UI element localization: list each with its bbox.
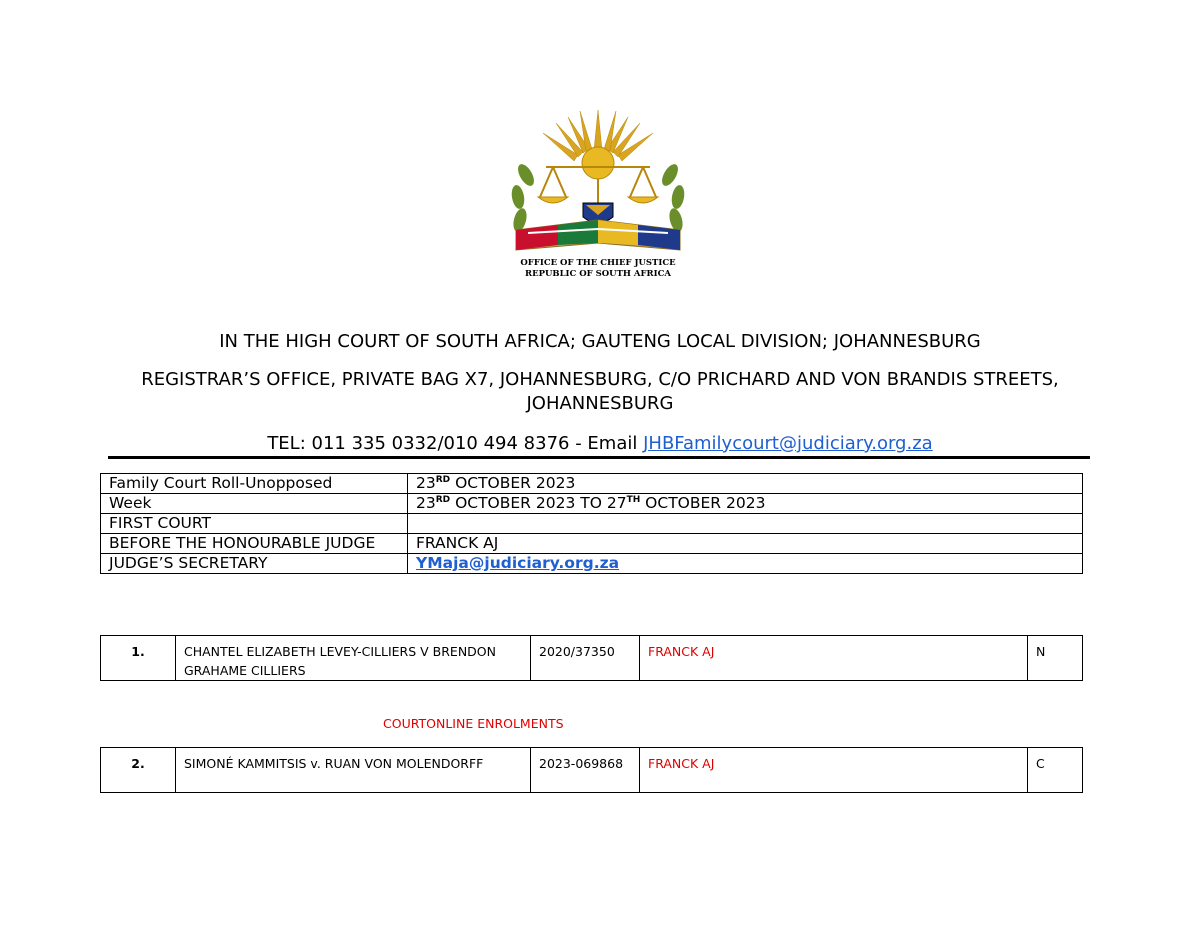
family-court-email-link[interactable]: JHBFamilycourt@judiciary.org.za <box>643 433 933 454</box>
secretary-row <box>101 554 1083 574</box>
judge-label: BEFORE THE HONOURABLE JUDGE <box>101 534 408 554</box>
secretary-cell <box>408 554 1083 574</box>
case-file-number: 2020/37350 <box>531 636 640 681</box>
week-row <box>101 494 1083 514</box>
week-range: 23RD OCTOBER 2023 TO 27TH OCTOBER 2023 <box>408 494 1083 514</box>
case-number: 1. <box>101 636 176 681</box>
case-code: N <box>1028 636 1083 681</box>
roll-info-table <box>100 473 1083 574</box>
coat-of-arms-icon <box>498 105 698 280</box>
court-value <box>408 514 1083 534</box>
logo-text-1: OFFICE OF THE CHIEF JUSTICE <box>520 258 676 268</box>
roll-row <box>101 474 1083 494</box>
court-title: IN THE HIGH COURT OF SOUTH AFRICA; GAUTENG LOCAL DIVISION; JOHANNESBURG <box>219 331 981 352</box>
case-table-2 <box>100 747 1083 793</box>
logo-text-2: REPUBLIC OF SOUTH AFRICA <box>525 269 671 279</box>
case-judge: FRANCK AJ <box>640 636 1028 681</box>
court-logo <box>498 105 698 280</box>
header-divider <box>108 456 1090 459</box>
case-file-number: 2023-069868 <box>531 748 640 793</box>
case-table-1 <box>100 635 1083 681</box>
contact-line <box>100 432 1100 456</box>
case-number: 2. <box>101 748 176 793</box>
court-row <box>101 514 1083 534</box>
roll-date: 23RD OCTOBER 2023 <box>408 474 1083 494</box>
roll-label: Family Court Roll-Unopposed <box>101 474 408 494</box>
table-row <box>101 748 1083 793</box>
week-label: Week <box>101 494 408 514</box>
courtonline-section-label: COURTONLINE ENROLMENTS <box>383 716 564 731</box>
tel-text: TEL: 011 335 0332/010 494 8376 - Email <box>267 433 644 454</box>
secretary-label: JUDGE’S SECRETARY <box>101 554 408 574</box>
case-judge: FRANCK AJ <box>640 748 1028 793</box>
case-parties: CHANTEL ELIZABETH LEVEY-CILLIERS V BRENDON GRAHAME CILLIERS <box>176 636 531 681</box>
secretary-email-link[interactable]: YMaja@judiciary.org.za <box>416 554 620 572</box>
case-parties: SIMONÉ KAMMITSIS v. RUAN VON MOLENDORFF <box>176 748 531 793</box>
judge-value: FRANCK AJ <box>408 534 1083 554</box>
court-label: FIRST COURT <box>101 514 408 534</box>
table-row <box>101 636 1083 681</box>
judge-row <box>101 534 1083 554</box>
registrar-address: REGISTRAR’S OFFICE, PRIVATE BAG X7, JOHANNESBURG, C/O PRICHARD AND VON BRANDIS STREETS, JOHANNESBURG <box>141 369 1059 414</box>
case-code: C <box>1028 748 1083 793</box>
